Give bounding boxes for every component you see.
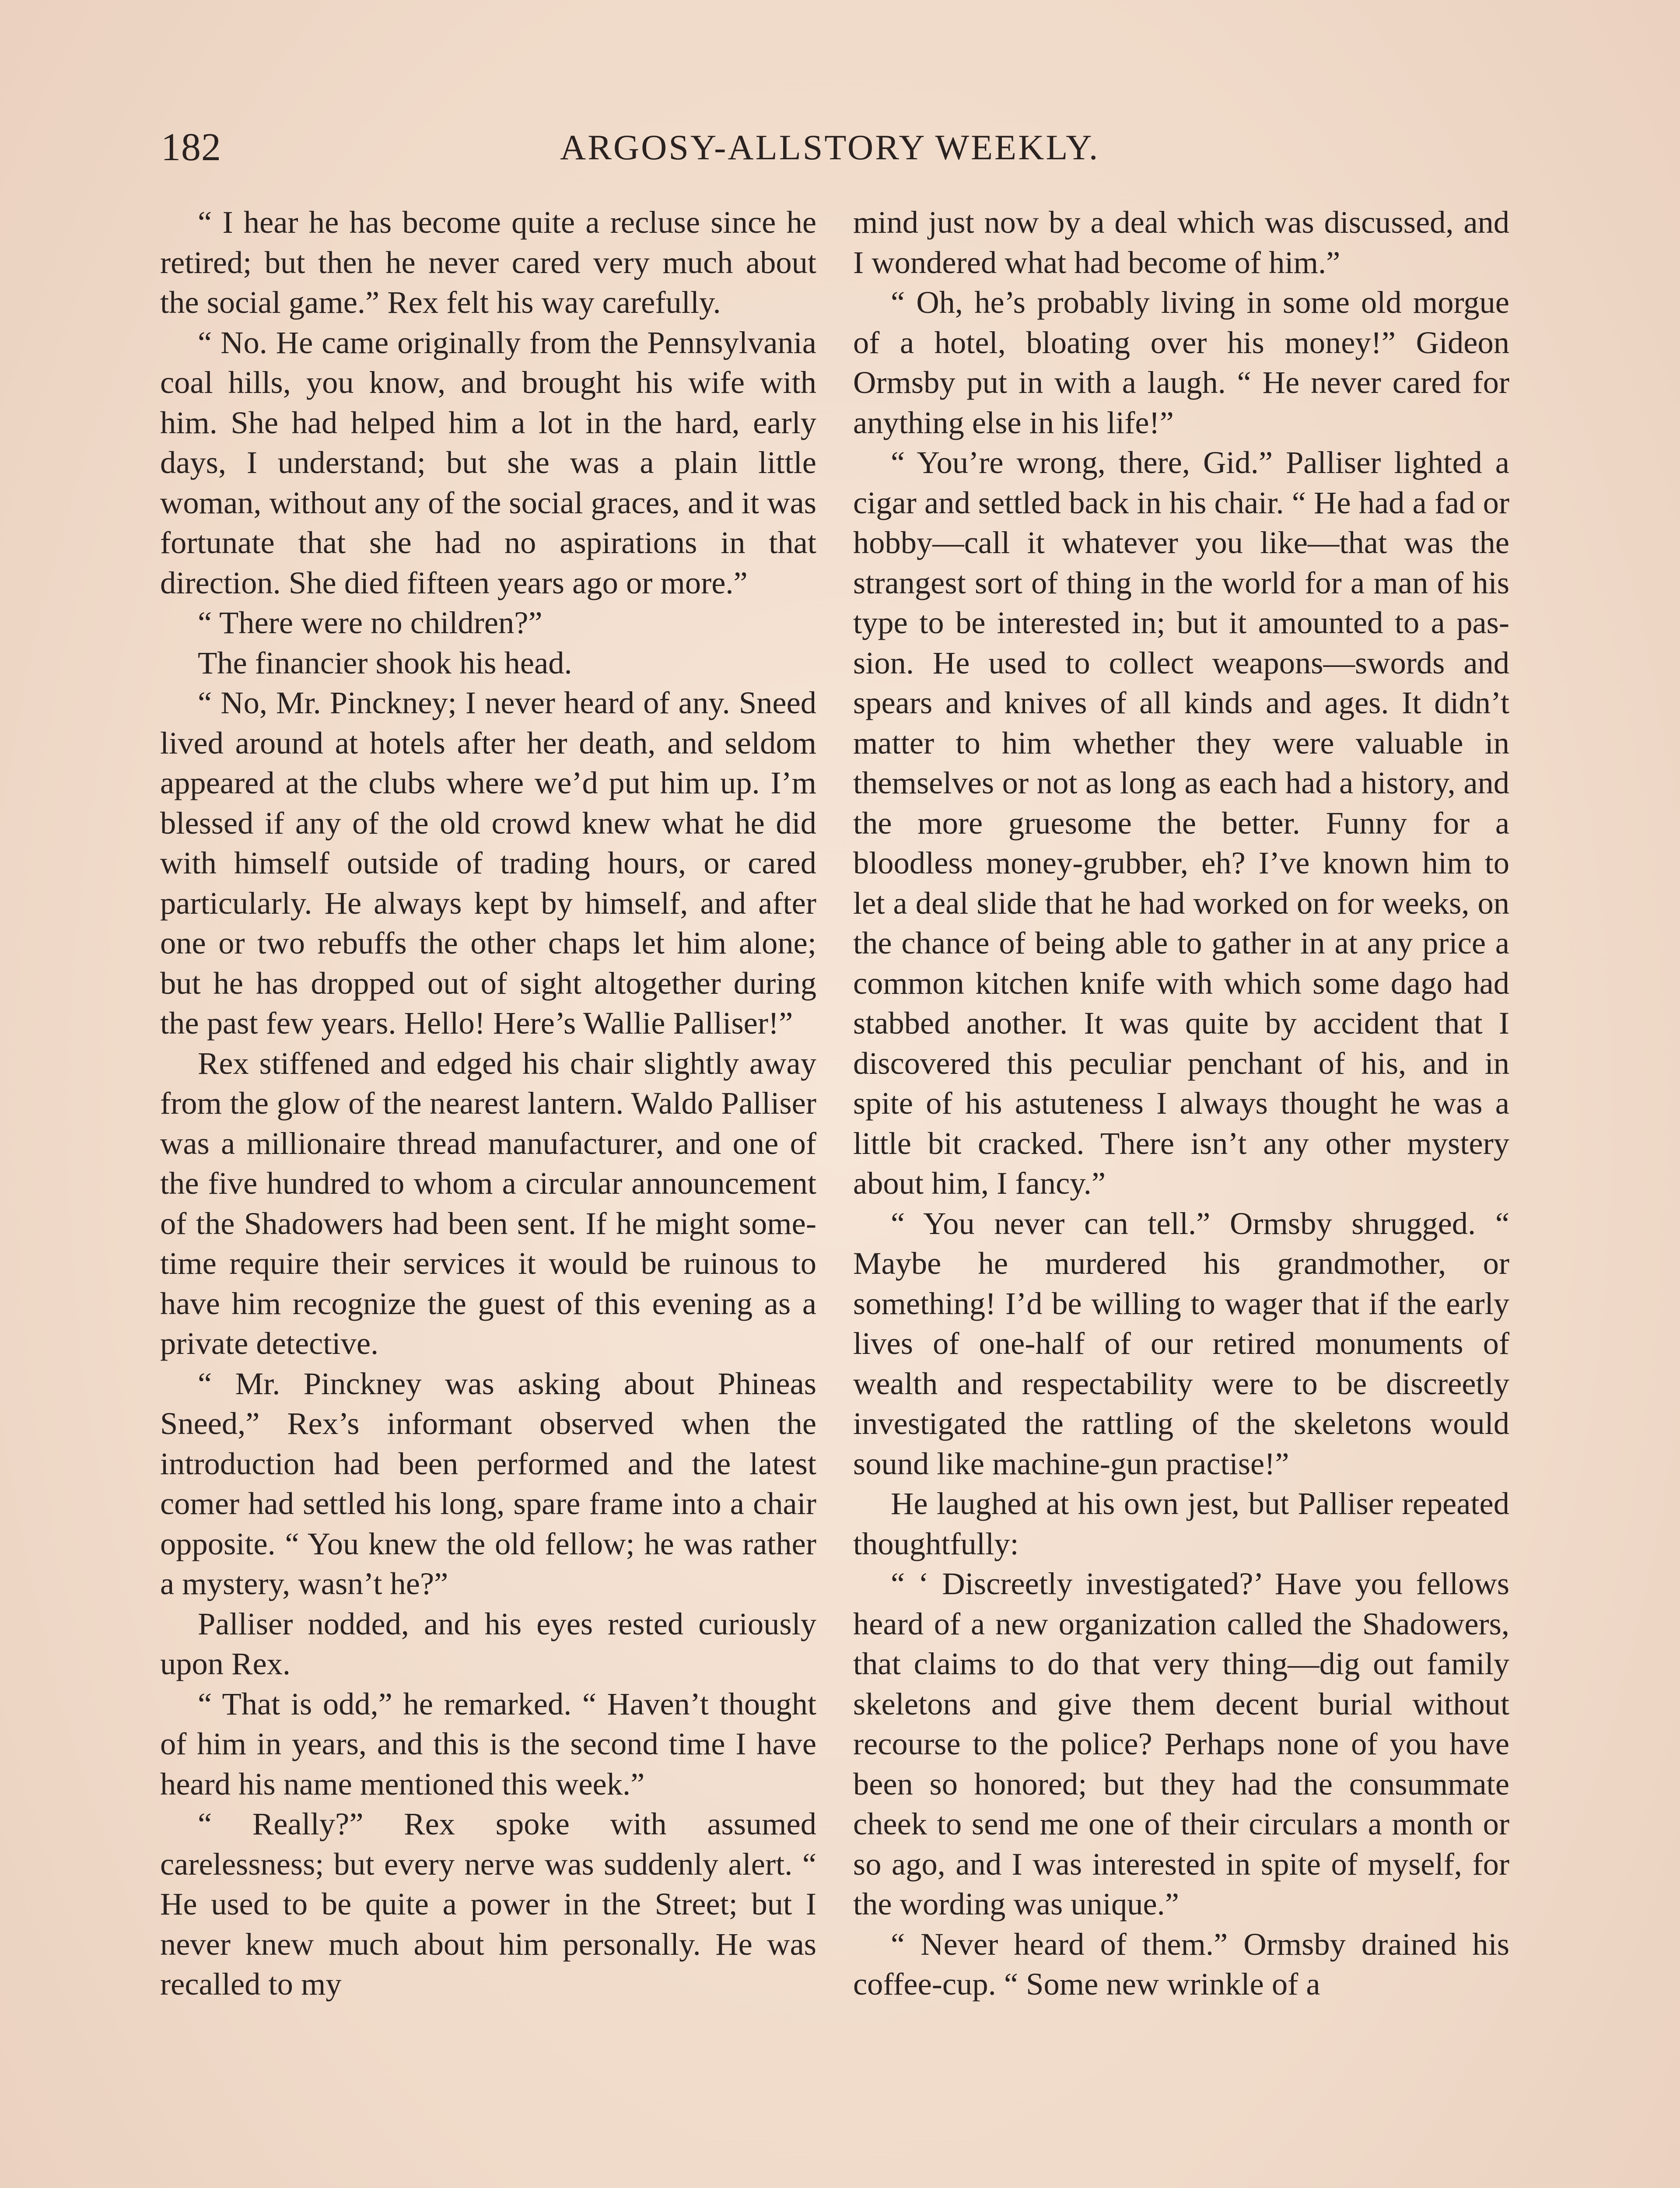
paragraph: Rex stiffened and edged his chair slightly away from the glow of the nearest lantern. Waldo Palliser was a millionaire thread manufacturer, and one of the five hundred to whom a circular announcement of the Shadowers had been sent. If he might sometime require their services it would be ruinous to have him recognize the guest of this evening as a private detective. — [160, 1045, 816, 1361]
paragraph: “ Mr. Pinckney was asking about Phineas Sneed,” Rex’s informant observed when the introduction had been performed and the latest comer had settled his long, spare frame into a chair opposite. “ You knew the old fellow; he was rather a mystery, wasn’t he?” — [160, 1365, 816, 1601]
running-head: ARGOSY-ALLSTORY WEEKLY. — [560, 127, 1100, 167]
paragraph: “ That is odd,” he remarked. “ Haven’t thought of him in years, and this is the second time I have heard his name mentioned this week.” — [160, 1686, 816, 1802]
paragraph: “ You never can tell.” Ormsby shrugged. “ Maybe he murdered his grandmother, or something! I’d be willing to wager that if the early lives of one-half of our retired monuments of wealth and respectability were to be discreetly investigated the rattling of the skeletons would sound like machine-gun practise!” — [853, 1205, 1509, 1481]
paragraph: “ Oh, he’s probably living in some old morgue of a hotel, bloating over his money!” Gideon Ormsby put in with a laugh. “ He never cared for anything else in his life!” — [853, 284, 1509, 440]
paragraph: “ Never heard of them.” Ormsby drained his coffee-cup. “ Some new wrinkle of a — [853, 1926, 1509, 2002]
continued-paragraph: mind just now by a deal which was discussed, and I wondered what had become of him.” — [853, 204, 1509, 280]
page-number: 182 — [161, 126, 221, 169]
paragraph: The financier shook his head. — [198, 645, 572, 680]
paragraph: “ No, Mr. Pinckney; I never heard of any. Sneed lived around at hotels after her death, and seldom appeared at the clubs where we’d put him up. I’m blessed if any of the old crowd knew what he did with himself outside of trading hours, or cared particularly. He always kept by himself, and after one or two rebuffs the other chaps let him alone; but he has dropped out of sight altogether during the past few years. Hello! Here’s Wallie Palliser!” — [160, 685, 816, 1041]
paragraph: Palliser nodded, and his eyes rested curiously upon Rex. — [160, 1606, 816, 1681]
paragraph: He laughed at his own jest, but Palliser repeated thoughtfully: — [853, 1486, 1509, 1561]
paragraph: “ ‘ Discreetly investigated?’ Have you fellows heard of a new organization called the Shadowers, that claims to do that very thing—dig out family skeletons and give them decent burial without recourse to the police? Perhaps none of you have been so honored; but they had the consummate cheek to send me one of their circulars a month or so ago, and I was interested in spite of myself, for the wording was unique.” — [853, 1566, 1509, 1922]
paragraph: “ No. He came originally from the Pennsylvania coal hills, you know, and brought his wife with him. She had helped him a lot in the hard, early days, I understand; but she was a plain little woman, without any of the social graces, and it was fortunate that she had no aspirations in that direction. She died fifteen years ago or more.” — [160, 324, 816, 600]
left-column — [160, 202, 816, 2004]
right-column — [853, 202, 1509, 2004]
paragraph: “ There were no children?” — [198, 605, 542, 640]
paragraph: “ I hear he has become quite a recluse since he retired; but then he never cared very much about the social game.” Rex felt his way carefully. — [160, 204, 816, 320]
paragraph: “ You’re wrong, there, Gid.” Palliser lighted a cigar and settled back in his chair. “ He had a fad or hobby—call it whatever you like—that was the strangest sort of thing in the world for a man of his type to be interested in; but it amounted to a passion. He used to collect weapons—swords and spears and knives of all kinds and ages. It didn’t matter to him whether they were valuable in themselves or not as long as each had a history, and the more gruesome the better. Funny for a bloodless money-grubber, eh? I’ve known him to let a deal slide that he had worked on for weeks, on the chance of being able to gather in at any price a common kitchen knife with which some dago had stabbed another. It was quite by accident that I discovered this peculiar penchant of his, and in spite of his astuteness I always thought he was a little bit cracked. There isn’t any other mystery about him, I fancy.” — [853, 445, 1509, 1201]
paragraph: “ Really?” Rex spoke with assumed carelessness; but every nerve was suddenly alert. “ He used to be quite a power in the Street; but I never knew much about him personally. He was recalled to my — [160, 1806, 816, 2002]
